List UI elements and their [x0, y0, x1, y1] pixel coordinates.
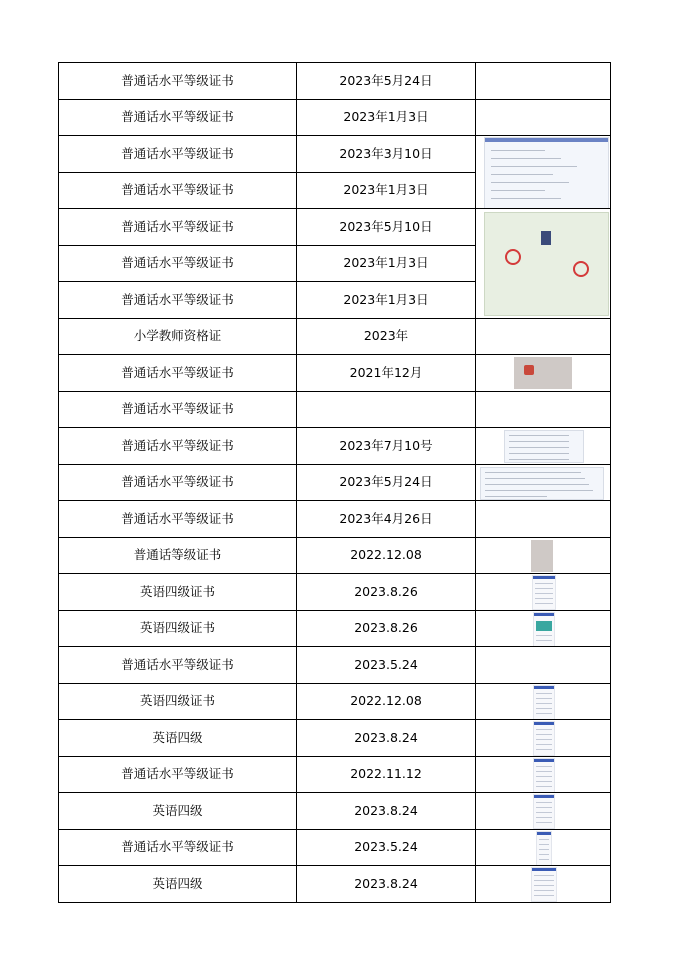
certificate-image-cell: [476, 428, 611, 465]
certificate-image-cell: [476, 829, 611, 866]
certificate-image-cell: [476, 756, 611, 793]
certificate-image-cell: [476, 209, 611, 319]
certificate-image-cell: [476, 683, 611, 720]
table-row: [59, 391, 611, 428]
certificate-image-cell: [476, 610, 611, 647]
table-row: [59, 756, 611, 793]
certificate-image-cell: [476, 574, 611, 611]
certificate-image-cell: [476, 537, 611, 574]
table-row: [59, 829, 611, 866]
table-row: [59, 647, 611, 684]
certificate-name-cell: 普通话水平等级证书: [59, 209, 297, 246]
certificate-image-cell: [476, 355, 611, 392]
certificate-scan-image: [484, 212, 609, 316]
table-row: [59, 355, 611, 392]
certificate-date-cell: 2023年5月24日: [297, 63, 476, 100]
certificate-name-cell: 普通话水平等级证书: [59, 172, 297, 209]
table-row: [59, 683, 611, 720]
certificate-name-cell: 普通话水平等级证书: [59, 756, 297, 793]
certificate-date-cell: 2023.8.24: [297, 793, 476, 830]
table-row: [59, 610, 611, 647]
certificate-name-cell: 普通话水平等级证书: [59, 428, 297, 465]
certificate-name-cell: 普通话水平等级证书: [59, 99, 297, 136]
certificate-date-cell: 2023年3月10日: [297, 136, 476, 173]
table-row: [59, 428, 611, 465]
phone-screenshot-image: [533, 794, 555, 829]
certificate-date-cell: 2023.8.26: [297, 610, 476, 647]
certificate-name-cell: 普通话水平等级证书: [59, 245, 297, 282]
certificate-date-cell: 2023年5月24日: [297, 464, 476, 501]
certificate-name-cell: 英语四级: [59, 866, 297, 903]
table-row: [59, 63, 611, 100]
certificate-name-cell: 普通话水平等级证书: [59, 63, 297, 100]
certificate-image-cell: [476, 647, 611, 684]
certificate-date-cell: 2023.8.24: [297, 866, 476, 903]
certificate-name-cell: 普通话水平等级证书: [59, 647, 297, 684]
table-row: [59, 793, 611, 830]
certificate-image-cell: [476, 136, 611, 209]
table-row: [59, 866, 611, 903]
table-row: [59, 720, 611, 757]
certificate-photo-image: [514, 357, 572, 389]
certificate-name-cell: 英语四级证书: [59, 683, 297, 720]
phone-screenshot-image: [531, 867, 557, 902]
certificate-image-cell: [476, 793, 611, 830]
phone-screenshot-image: [533, 758, 555, 793]
certificate-name-cell: 普通话水平等级证书: [59, 282, 297, 319]
certificate-date-cell: 2023.5.24: [297, 829, 476, 866]
certificate-date-cell: 2023年1月3日: [297, 99, 476, 136]
certificate-name-cell: 普通话等级证书: [59, 537, 297, 574]
certificate-name-cell: 普通话水平等级证书: [59, 829, 297, 866]
certificate-screenshot-image: [484, 137, 609, 209]
certificate-table-body: [59, 63, 611, 903]
certificate-photo-image: [531, 540, 553, 572]
phone-screenshot-image: [532, 575, 556, 610]
certificate-image-cell: [476, 63, 611, 100]
certificate-date-cell: 2022.11.12: [297, 756, 476, 793]
table-row: [59, 501, 611, 538]
certificate-image-cell: [476, 720, 611, 757]
certificate-image-cell: [476, 501, 611, 538]
certificate-image-cell: [476, 391, 611, 428]
certificate-date-cell: 2021年12月: [297, 355, 476, 392]
certificate-name-cell: 普通话水平等级证书: [59, 391, 297, 428]
certificate-name-cell: 普通话水平等级证书: [59, 501, 297, 538]
table-row: [59, 574, 611, 611]
certificate-name-cell: 英语四级: [59, 793, 297, 830]
certificate-date-cell: 2023年7月10号: [297, 428, 476, 465]
certificate-date-cell: 2023年1月3日: [297, 282, 476, 319]
table-row: [59, 209, 611, 246]
certificate-image-cell: [476, 866, 611, 903]
certificate-date-cell: 2023年5月10日: [297, 209, 476, 246]
certificate-date-cell: 2023年: [297, 318, 476, 355]
certificate-date-cell: 2023.5.24: [297, 647, 476, 684]
phone-screenshot-image: [533, 685, 555, 720]
certificate-date-cell: 2023年1月3日: [297, 172, 476, 209]
certificate-name-cell: 普通话水平等级证书: [59, 355, 297, 392]
phone-screenshot-image: [536, 831, 552, 866]
certificate-image-cell: [476, 464, 611, 501]
certificate-name-cell: 英语四级证书: [59, 574, 297, 611]
table-row: [59, 464, 611, 501]
certificate-image-cell: [476, 99, 611, 136]
certificate-image-cell: [476, 318, 611, 355]
certificate-name-cell: 小学教师资格证: [59, 318, 297, 355]
certificate-screenshot-image: [504, 430, 584, 463]
certificate-date-cell: 2022.12.08: [297, 683, 476, 720]
table-row: [59, 537, 611, 574]
certificate-date-cell: 2023.8.24: [297, 720, 476, 757]
table-row: [59, 318, 611, 355]
certificate-table: [58, 62, 611, 903]
certificate-date-cell: 2023.8.26: [297, 574, 476, 611]
certificate-name-cell: 普通话水平等级证书: [59, 136, 297, 173]
certificate-name-cell: 普通话水平等级证书: [59, 464, 297, 501]
certificate-date-cell: 2023年4月26日: [297, 501, 476, 538]
table-row: [59, 99, 611, 136]
certificate-date-cell: 2023年1月3日: [297, 245, 476, 282]
phone-screenshot-image: [533, 612, 555, 647]
certificate-date-cell: 2022.12.08: [297, 537, 476, 574]
certificate-date-cell: [297, 391, 476, 428]
certificate-name-cell: 英语四级证书: [59, 610, 297, 647]
table-row: [59, 136, 611, 173]
phone-screenshot-image: [533, 721, 555, 756]
certificate-name-cell: 英语四级: [59, 720, 297, 757]
certificate-screenshot-image: [480, 467, 604, 500]
